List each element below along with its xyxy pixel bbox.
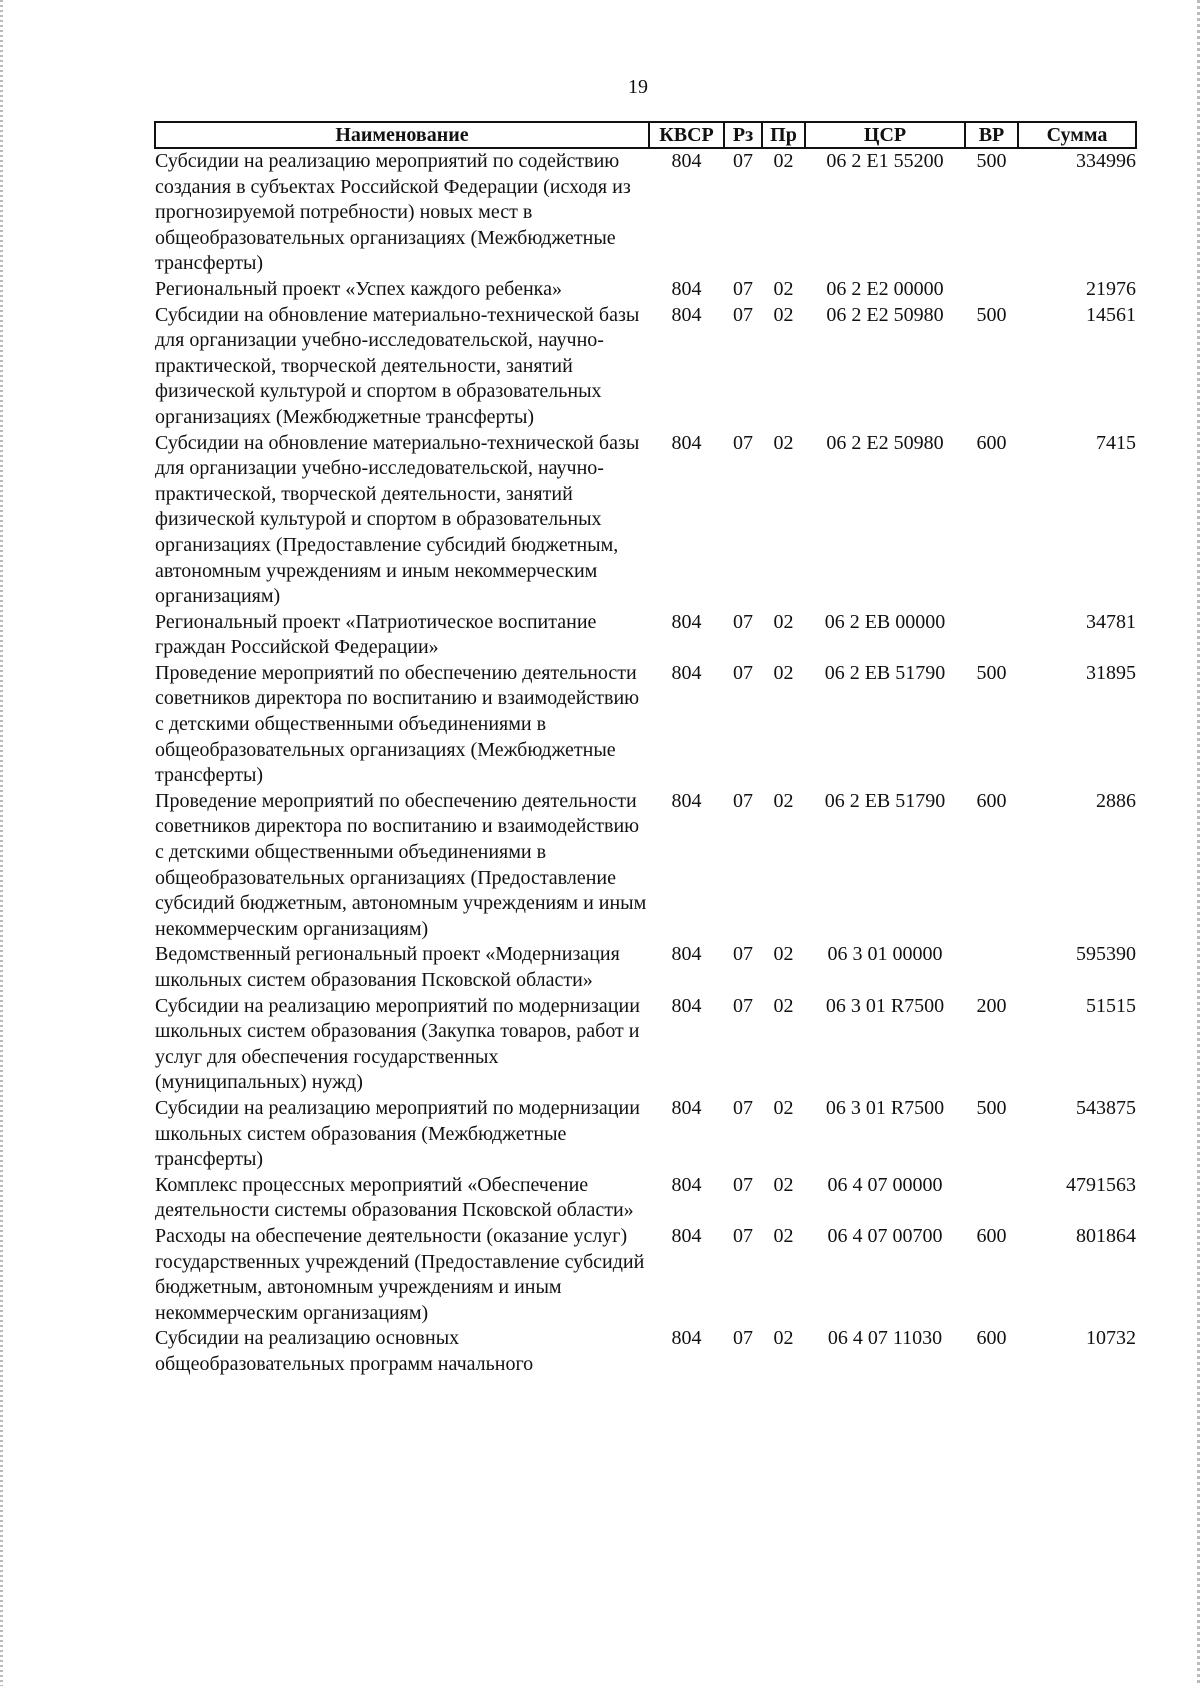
cell-kvsr: 804 xyxy=(671,1096,702,1119)
cell-sum: 10732 xyxy=(1086,1327,1136,1350)
cell-vr xyxy=(965,942,1018,993)
cell-name: Проведение мероприятий по обеспечению деятельности советников директора по воспитанию и взаимодействию с детскими общественными объединениями в общеобразовательных организациях (Межбюджетные трансферты) xyxy=(155,661,640,787)
cell-pr: 02 xyxy=(773,943,794,966)
cell-vr xyxy=(965,1173,1018,1224)
cell-rz: 07 xyxy=(733,943,753,966)
cell-sum: 543875 xyxy=(1076,1096,1136,1119)
cell-csr: 06 3 01 R7500 xyxy=(825,1096,945,1119)
header-pr: Пр xyxy=(762,122,805,148)
header-sum: Сумма xyxy=(1018,122,1136,148)
cell-sum: 7415 xyxy=(1096,431,1136,454)
table-row xyxy=(155,148,1136,277)
cell-kvsr: 804 xyxy=(671,431,702,454)
cell-pr: 02 xyxy=(773,1327,794,1350)
cell-kvsr: 804 xyxy=(671,277,702,300)
table-header-row xyxy=(155,122,1136,148)
cell-sum: 4791563 xyxy=(1066,1173,1136,1196)
cell-vr: 600 xyxy=(976,431,1007,454)
table-row xyxy=(155,789,1136,943)
cell-name: Расходы на обеспечение деятельности (оказание услуг) государственных учреждений (Предоставление субсидий бюджетным, автономным учреждениям и иным некоммерческим организациям) xyxy=(155,1224,645,1324)
cell-name: Региональный проект «Патриотическое воспитание граждан Российской Федерации» xyxy=(155,610,597,659)
cell-vr: 500 xyxy=(976,150,1007,172)
table-row xyxy=(155,994,1136,1096)
page-number: 19 xyxy=(628,76,648,98)
cell-name: Субсидии на реализацию мероприятий по модернизации школьных систем образования (Закупка товаров, работ и услуг для обеспечения государственных (муниципальных) нужд) xyxy=(155,994,640,1094)
cell-csr: 06 2 EB 51790 xyxy=(824,789,946,812)
cell-vr xyxy=(965,610,1018,661)
cell-pr: 02 xyxy=(773,661,794,684)
cell-rz: 07 xyxy=(733,994,753,1017)
table-row xyxy=(155,1096,1136,1173)
cell-kvsr: 804 xyxy=(671,303,702,326)
cell-csr: 06 4 07 00700 xyxy=(827,1224,943,1247)
cell-kvsr: 804 xyxy=(671,661,702,684)
cell-pr: 02 xyxy=(773,994,794,1017)
cell-vr xyxy=(965,277,1018,303)
header-kvsr: КВСР xyxy=(649,122,724,148)
cell-sum: 51515 xyxy=(1086,994,1136,1017)
cell-pr: 02 xyxy=(773,1173,794,1196)
cell-sum: 14561 xyxy=(1086,303,1136,326)
cell-rz: 07 xyxy=(733,1327,753,1350)
cell-sum: 31895 xyxy=(1086,661,1136,684)
cell-vr: 600 xyxy=(976,789,1007,812)
cell-pr: 02 xyxy=(773,610,794,633)
cell-vr: 500 xyxy=(976,661,1007,684)
table-row xyxy=(155,942,1136,993)
cell-sum: 595390 xyxy=(1076,943,1136,966)
cell-sum: 34781 xyxy=(1086,610,1136,633)
cell-kvsr: 804 xyxy=(671,1224,702,1247)
cell-name: Субсидии на реализацию мероприятий по модернизации школьных систем образования (Межбюджетные трансферты) xyxy=(155,1096,640,1171)
header-csr: ЦСР xyxy=(805,122,965,148)
cell-sum: 2886 xyxy=(1096,789,1136,812)
cell-name: Проведение мероприятий по обеспечению деятельности советников директора по воспитанию и взаимодействию с детскими общественными объединениями в общеобразовательных организациях (Предоставление субсидий бюджетным, автономным учреждениям и иным некоммерческим организациям) xyxy=(155,789,647,940)
table-row xyxy=(155,661,1136,789)
table-row xyxy=(155,277,1136,303)
header-rz: Рз xyxy=(724,122,762,148)
header-vr: ВР xyxy=(965,122,1018,148)
table-row xyxy=(155,1326,1136,1377)
table-row xyxy=(155,1173,1136,1224)
cell-sum: 334996 xyxy=(1076,150,1136,172)
cell-rz: 07 xyxy=(733,1096,753,1119)
cell-pr: 02 xyxy=(773,277,794,300)
cell-pr: 02 xyxy=(773,303,794,326)
table-row xyxy=(155,303,1136,431)
cell-pr: 02 xyxy=(773,150,794,172)
cell-name: Субсидии на обновление материально-технической базы для организации учебно-исследовательской, научно-практической, творческой деятельности, занятий физической культурой и спортом в образовательных организациях (Предоставление субсидий бюджетным, автономным учреждениям и иным некоммерческим организациям) xyxy=(155,431,640,608)
cell-sum: 21976 xyxy=(1086,277,1136,300)
table-row xyxy=(155,431,1136,610)
cell-csr: 06 3 01 R7500 xyxy=(825,994,945,1017)
cell-csr: 06 3 01 00000 xyxy=(827,943,943,966)
cell-name: Субсидии на реализацию мероприятий по содействию создания в субъектах Российской Федерации (исходя из прогнозируемой потребности) новых мест в общеобразовательных организациях (Межбюджетные трансферты) xyxy=(155,150,631,275)
cell-kvsr: 804 xyxy=(671,943,702,966)
cell-csr: 06 2 EB 00000 xyxy=(824,610,946,633)
cell-kvsr: 804 xyxy=(671,150,702,172)
table-body xyxy=(155,148,1136,1378)
cell-pr: 02 xyxy=(773,1096,794,1119)
cell-name: Ведомственный региональный проект «Модернизация школьных систем образования Псковской области» xyxy=(155,943,620,991)
cell-csr: 06 2 EB 51790 xyxy=(824,661,946,684)
table-row xyxy=(155,1224,1136,1326)
cell-kvsr: 804 xyxy=(671,610,702,633)
cell-csr: 06 2 E2 50980 xyxy=(826,431,944,454)
cell-vr: 500 xyxy=(976,1096,1007,1119)
cell-name: Региональный проект «Успех каждого ребенка» xyxy=(155,277,562,300)
cell-csr: 06 2 E2 00000 xyxy=(826,277,944,300)
cell-csr: 06 4 07 00000 xyxy=(827,1173,943,1196)
cell-pr: 02 xyxy=(773,1224,794,1247)
cell-kvsr: 804 xyxy=(671,1173,702,1196)
cell-vr: 200 xyxy=(976,994,1007,1017)
cell-vr: 600 xyxy=(976,1224,1007,1247)
cell-rz: 07 xyxy=(733,150,753,172)
cell-name: Субсидии на обновление материально-технической базы для организации учебно-исследовательской, научно-практической, творческой деятельности, занятий физической культурой и спортом в образовательных организациях (Межбюджетные трансферты) xyxy=(155,303,640,428)
cell-vr: 500 xyxy=(976,303,1007,326)
cell-pr: 02 xyxy=(773,789,794,812)
cell-kvsr: 804 xyxy=(671,789,702,812)
cell-rz: 07 xyxy=(733,610,753,633)
cell-kvsr: 804 xyxy=(671,994,702,1017)
cell-rz: 07 xyxy=(733,661,753,684)
cell-rz: 07 xyxy=(733,303,753,326)
cell-rz: 07 xyxy=(733,277,753,300)
cell-name: Субсидии на реализацию основных общеобразовательных программ начального xyxy=(155,1327,534,1375)
cell-name: Комплекс процессных мероприятий «Обеспечение деятельности системы образования Псковской области» xyxy=(155,1173,634,1222)
budget-table xyxy=(154,121,1137,1378)
cell-sum: 801864 xyxy=(1076,1224,1136,1247)
header-name: Наименование xyxy=(155,122,649,148)
cell-rz: 07 xyxy=(733,1173,753,1196)
cell-rz: 07 xyxy=(733,1224,753,1247)
cell-rz: 07 xyxy=(733,431,753,454)
cell-vr: 600 xyxy=(976,1327,1007,1350)
cell-csr: 06 4 07 11030 xyxy=(827,1327,943,1350)
cell-rz: 07 xyxy=(733,789,753,812)
cell-kvsr: 804 xyxy=(671,1327,702,1350)
cell-csr: 06 2 E1 55200 xyxy=(826,150,944,172)
scan-edge-left xyxy=(0,0,3,1686)
cell-csr: 06 2 E2 50980 xyxy=(826,303,944,326)
cell-pr: 02 xyxy=(773,431,794,454)
table-row xyxy=(155,610,1136,661)
